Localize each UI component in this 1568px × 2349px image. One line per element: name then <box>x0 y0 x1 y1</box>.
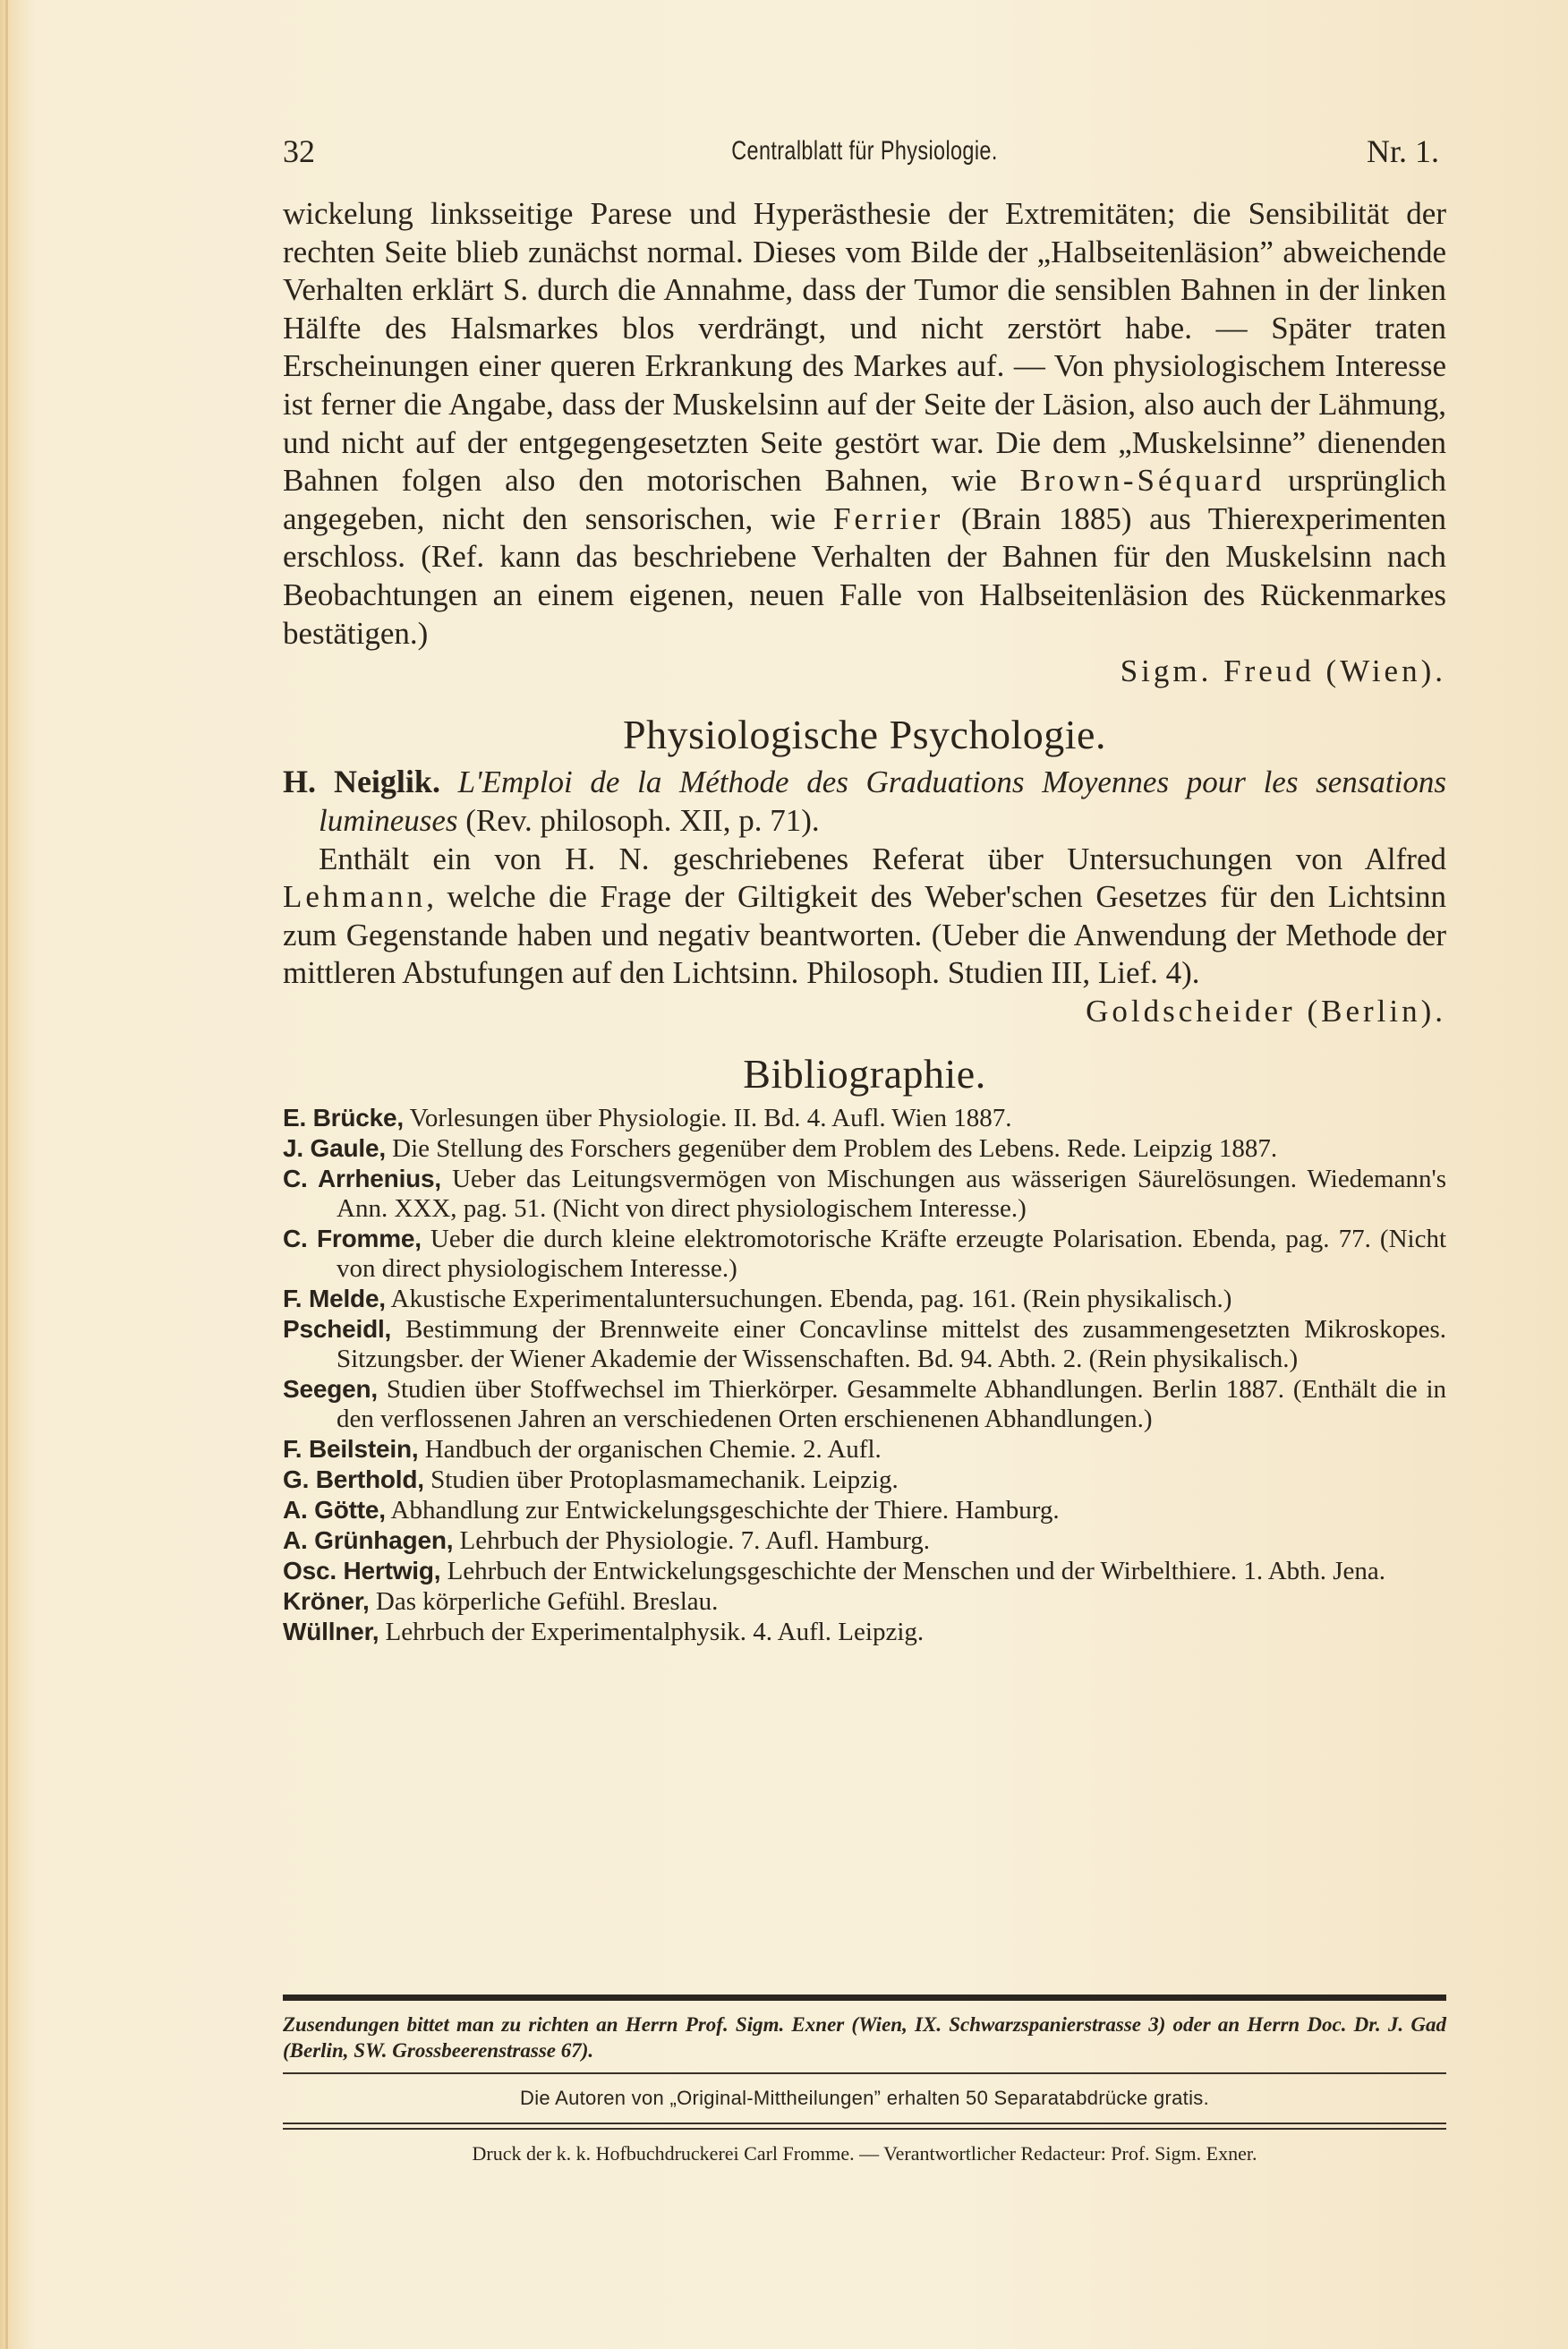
submission-note: Zusendungen bittet man zu richten an Herrn Prof. Sigm. Exner (Wien, IX. Schwarzspanierstrasse 3) oder an Herrn Doc. Dr. J. Gad (Berlin, SW. Grossbeerenstrasse 67). <box>283 2013 1446 2062</box>
review-signature <box>283 653 1446 691</box>
printer-imprint: Druck der k. k. Hofbuchdruckerei Carl Fromme. — Verantwortlicher Redacteur: Prof. Sigm. Exner. <box>472 2142 1257 2165</box>
section-title-bibliography: Bibliographie. <box>743 1051 986 1098</box>
bib-author: Osc. Hertwig, <box>283 1557 441 1585</box>
entry-author: H. Neiglik. <box>283 764 440 800</box>
bibliography-list <box>283 1103 1446 1647</box>
bib-author: F. Melde, <box>283 1285 386 1313</box>
page-number: 32 <box>283 133 315 169</box>
bibliography-item <box>283 1465 1446 1495</box>
bib-text: Abhandlung zur Entwickelungsgeschichte der Thiere. Hamburg. <box>385 1496 1060 1525</box>
bibliography-item <box>283 1224 1446 1284</box>
bib-text: Lehrbuch der Entwickelungsgeschichte der Menschen und der Wirbelthiere. 1. Abth. Jena. <box>440 1557 1385 1586</box>
running-head <box>283 132 1446 172</box>
bibliography-item <box>283 1525 1446 1556</box>
entry-body-text: , welche die Frage der Giltigkeit des Weber'schen Gesetzes für den Lichtsinn zum Gegenstande haben und negativ beantworten. (Ueber die Anwendung der Methode der mittleren Abstufungen auf den Lichtsinn. Philosoph. Studien III, Lief. 4). <box>283 879 1446 991</box>
bib-text: Studien über Stoffwechsel im Thierkörper. Gesammelte Abhandlungen. Berlin 1887. (Enthält die in den verflossenen Jahren an verschiedenen Orten erschienenen Abhandlungen.) <box>337 1375 1446 1434</box>
cited-name-ferrier: Ferrier <box>833 500 944 536</box>
bib-author: F. Beilstein, <box>283 1435 419 1464</box>
psychology-entry-heading <box>283 763 1446 840</box>
bib-text: Lehrbuch der Physiologie. 7. Aufl. Hamburg. <box>453 1526 930 1556</box>
psychology-entry-body <box>283 841 1446 993</box>
page-body <box>283 195 1446 1647</box>
bib-author: J. Gaule, <box>283 1134 386 1163</box>
signature-text: Sigm. Freud (Wien). <box>1120 653 1446 689</box>
cited-name-lehmann: Lehmann <box>283 879 427 915</box>
signature-text: Goldscheider (Berlin). <box>1086 993 1446 1029</box>
bibliography-item <box>283 1434 1446 1465</box>
bibliography-item <box>283 1284 1446 1314</box>
bib-text: Ueber die durch kleine elektromotorische Kräfte erzeugte Polarisation. Ebenda, pag. 77. (Nicht von direct physiologischem Interesse.) <box>337 1225 1447 1284</box>
bib-text: Akustische Experimentaluntersuchungen. Ebenda, pag. 161. (Rein physikalisch.) <box>385 1285 1232 1314</box>
bibliography-item <box>283 1314 1446 1374</box>
issue-number: Nr. 1. <box>1367 133 1439 169</box>
entry-title: L'Emploi de la Méthode des Graduations Moyennes pour les sensations lumineuses <box>319 764 1447 838</box>
bib-text: Studien über Protoplasmamechanik. Leipzig. <box>423 1465 899 1495</box>
bib-text: Lehrbuch der Experimentalphysik. 4. Aufl. Leipzig. <box>379 1618 925 1647</box>
bib-text: Die Stellung des Forschers gegenüber dem Problem des Lebens. Rede. Leipzig 1887. <box>385 1134 1278 1164</box>
offprints-note: Die Autoren von „Original-Mittheilungen” erhalten 50 Separatabdrücke gratis. <box>520 2087 1209 2109</box>
footer-thick-rule <box>283 1995 1446 2001</box>
page-footer <box>283 1995 1446 2165</box>
bibliography-item <box>283 1617 1446 1647</box>
bib-author: C. Arrhenius, <box>283 1165 442 1193</box>
bibliography-item <box>283 1103 1446 1133</box>
bib-text: Vorlesungen über Physiologie. II. Bd. 4. Aufl. Wien 1887. <box>403 1104 1012 1133</box>
bibliography-item <box>283 1133 1446 1164</box>
bib-text: Bestimmung der Brennweite einer Concavlinse mittelst des zusammengesetzten Mikroskopes. Sitzungsber. der Wiener Akademie der Wissenschaften. Bd. 94. Abth. 2. (Rein physikalisch.) <box>337 1315 1446 1374</box>
footer-double-rule <box>283 2123 1446 2130</box>
bib-author: E. Brücke, <box>283 1104 404 1132</box>
review-text: ursprünglich angegeben, nicht den sensorischen, wie <box>283 463 1446 536</box>
bib-author: A. Grünhagen, <box>283 1526 454 1555</box>
bib-author: G. Berthold, <box>283 1465 424 1494</box>
page-binding-edge <box>5 0 8 2349</box>
bib-author: Wüllner, <box>283 1618 379 1646</box>
bib-author: Seegen, <box>283 1375 378 1404</box>
entry-body-text: Enthält ein von H. N. geschriebenes Referat über Untersuchungen von Alfred <box>319 841 1446 876</box>
bibliography-item <box>283 1495 1446 1525</box>
entry-source: (Rev. philosoph. XII, p. 71). <box>457 802 820 838</box>
psychology-signature <box>283 993 1446 1031</box>
footer-thin-rule <box>283 2072 1446 2074</box>
journal-title: Centralblatt für Physiologie. <box>731 136 998 166</box>
bib-author: Pscheidl, <box>283 1315 392 1344</box>
review-text: (Brain 1885) aus Thierexperimenten erschloss. (Ref. kann das beschriebene Verhalten der Bahnen für den Muskelsinn nach Beobachtungen an einem eigenen, neuen Falle von Halbseitenläsion des Rückenmarkes bestätigen.) <box>283 500 1446 651</box>
continued-review-paragraph <box>283 195 1446 653</box>
section-title-psychology: Physiologische Psychologie. <box>623 711 1106 757</box>
review-text: wickelung linksseitige Parese und Hyperästhesie der Extremitäten; die Sensibilität der rechten Seite blieb zunächst normal. Dieses vom Bilde der „Halbseitenläsion” abweichende Verhalten erklärt S. durch die Annahme, dass der Tumor die sensiblen Bahnen in der linken Hälfte des Halsmarkes blos verdrängt, und nicht zerstört habe. — Später traten Erscheinungen einer queren Erkrankung des Markes auf. — Von physiologischem Interesse ist ferner die Angabe, dass der Muskelsinn auf der Seite der Läsion, also auch der Lähmung, und nicht auf der entgegengesetzten Seite gestört war. Die dem „Muskelsinne” dienenden Bahnen folgen also den motorischen Bahnen, wie <box>283 196 1446 499</box>
bib-text: Das körperliche Gefühl. Breslau. <box>369 1587 719 1617</box>
bibliography-item <box>283 1374 1446 1434</box>
cited-name-brown-sequard: Brown-Séquard <box>1019 463 1265 499</box>
bibliography-item <box>283 1164 1446 1224</box>
bib-author: C. Fromme, <box>283 1225 422 1253</box>
bib-author: Kröner, <box>283 1587 370 1616</box>
bibliography-item <box>283 1556 1446 1586</box>
bib-text: Ueber das Leitungsvermögen von Mischungen aus wässerigen Säurelösungen. Wiedemann's Ann. XXX, pag. 51. (Nicht von direct physiologischem Interesse.) <box>337 1165 1446 1224</box>
bib-text: Handbuch der organischen Chemie. 2. Aufl. <box>418 1435 882 1465</box>
bib-author: A. Götte, <box>283 1496 386 1525</box>
bibliography-item <box>283 1586 1446 1617</box>
